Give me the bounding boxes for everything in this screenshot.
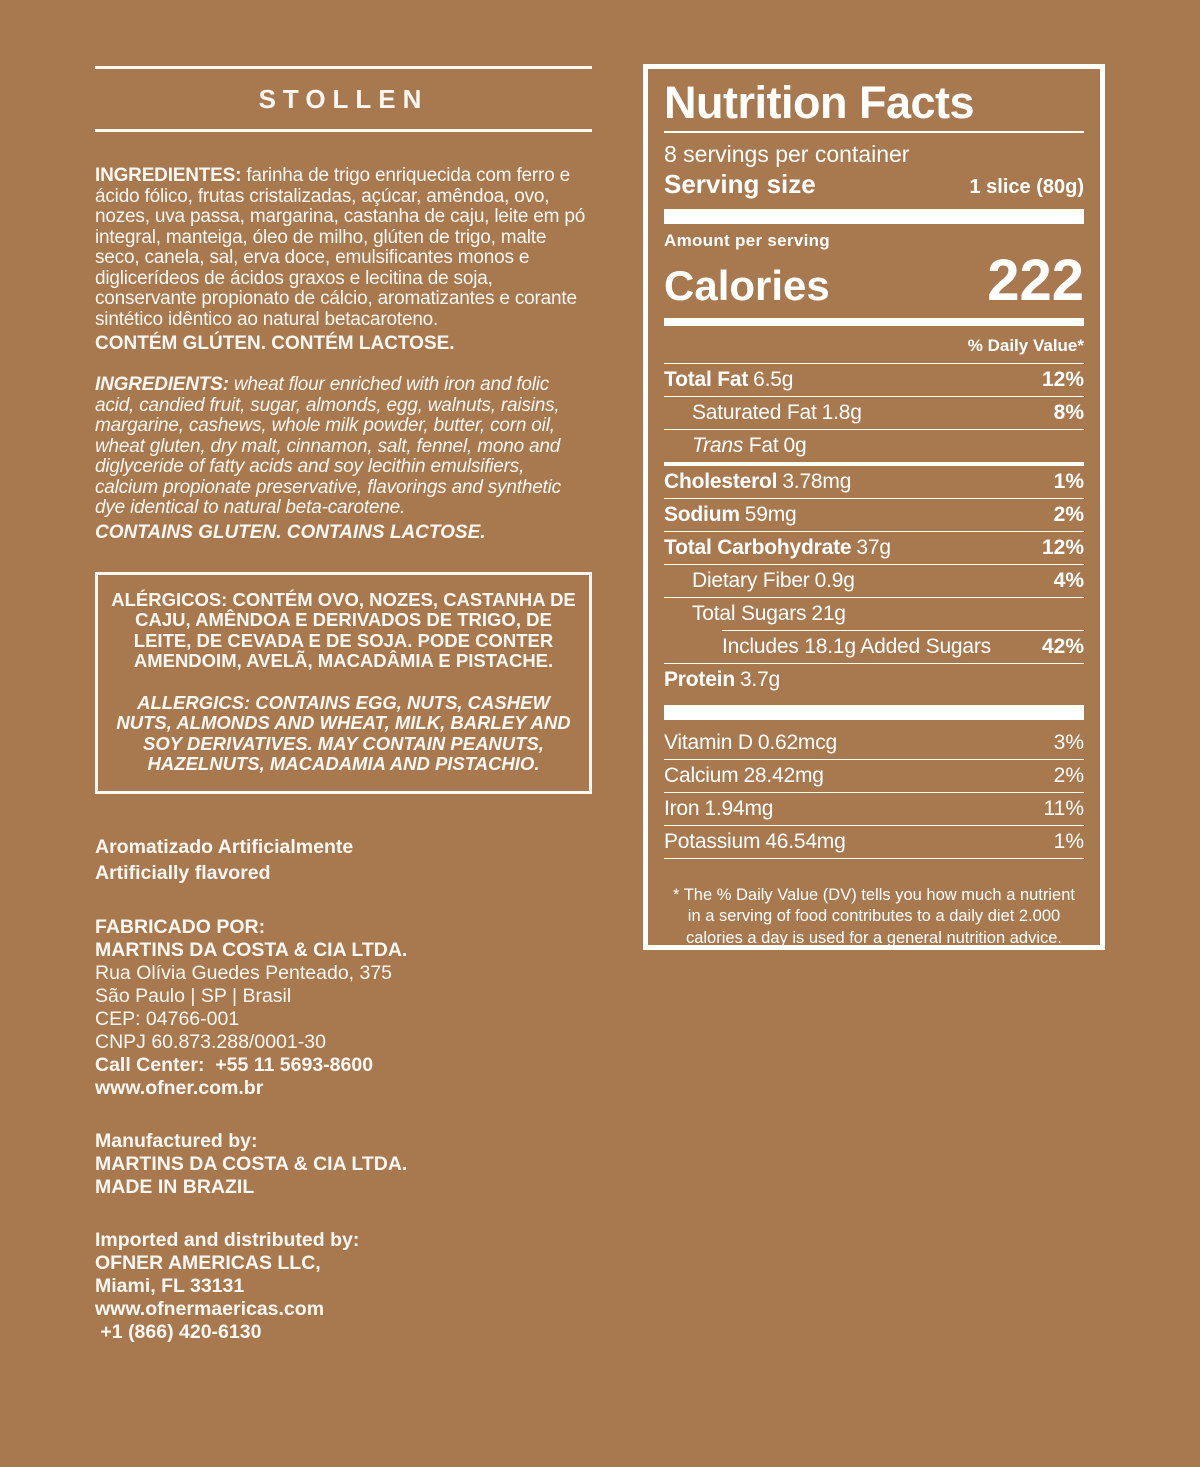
product-title-block [95, 66, 592, 132]
nutrient-amount: 6.5g [753, 367, 794, 391]
ingredients-pt-body: farinha de trigo enriquecida com ferro e ácido fólico, frutas cristalizadas, açúcar, amêndoa, ovo, nozes, uva passa, margarina, castanha de caju, leite em pó integral, manteiga, óleo de milho, glúten de trigo, malte seco, canela, sal, erva doce, emulsificantes monos e diglicerídeos de ácidos graxos e lecitina de soja, conservante propionato de cálcio, aromatizantes e corante sintético idêntico ao natural betacaroteno. [95, 165, 586, 330]
thick-divider-bar [664, 705, 1084, 720]
nutrient-row-total-sugars [664, 597, 1084, 630]
serving-size-label: Serving size [664, 168, 816, 199]
importer-website: www.ofnermaericas.com [95, 1297, 325, 1320]
nutrient-name: Fat [748, 433, 779, 457]
importer-company: OFNER AMERICAS LLC, [95, 1251, 321, 1274]
nutrient-row-total-carbohydrate [664, 531, 1084, 564]
nutrient-row-added-sugars [722, 630, 1084, 663]
ingredients-pt [95, 166, 592, 330]
allergen-statement-en: ALLERGICS: CONTAINS EGG, NUTS, CASHEW NUTS, ALMONDS AND WHEAT, MILK, BARLEY AND SOY DERIVATIVES. MAY CONTAIN PEANUTS, HAZELNUTS, MACADAMIA AND PISTACHIO. [116, 691, 571, 774]
nutrient-amount: 3.78mg [782, 469, 852, 493]
nutrient-name: Sodium [664, 502, 740, 526]
manufacturer-cep: CEP: 04766-001 [95, 1007, 240, 1030]
daily-value-footnote: * The % Daily Value (DV) tells you how much a nutrient in a serving of food contributes to a daily diet 2.000 calories a day is used for a general nutrition advice. [673, 885, 1075, 947]
nutrient-row-sodium [664, 498, 1084, 531]
nutrient-dv: 3% [1053, 730, 1084, 754]
manufacturer-pt-company: MARTINS DA COSTA & CIA LTDA. [95, 938, 408, 961]
nutrient-dv: 4% [1053, 568, 1084, 592]
nutrient-amount: 21g [811, 601, 846, 625]
manufacturer-address1: Rua Olívia Guedes Penteado, 375 [95, 961, 393, 984]
nutrient-dv: 12% [1041, 367, 1084, 391]
nutrient-row-total-fat [664, 364, 1084, 396]
daily-value-header: % Daily Value* [664, 332, 1084, 364]
importer-heading: Imported and distributed by: [95, 1228, 360, 1251]
website-br: www.ofner.com.br [95, 1076, 264, 1099]
nutrient-name: Saturated Fat [692, 400, 817, 424]
servings-per-container: 8 servings per container [664, 140, 910, 167]
calories-label: Calories [664, 261, 830, 309]
nutrient-name-italic: Trans [692, 433, 744, 457]
contains-pt: CONTÉM GLÚTEN. CONTÉM LACTOSE. [95, 333, 455, 354]
nutrient-amount: 0.9g [814, 568, 855, 592]
nutrient-dv: 12% [1041, 535, 1084, 559]
nutrient-name: Cholesterol [664, 469, 778, 493]
nutrient-row-cholesterol [664, 462, 1084, 498]
nutrition-facts-title: Nutrition Facts [664, 77, 975, 128]
nutrient-amount: 46.54mg [765, 829, 846, 853]
nutrient-dv: 8% [1053, 400, 1084, 424]
nutrient-name: Potassium [664, 829, 761, 853]
micro-row-potassium [664, 825, 1084, 859]
flavored-pt: Aromatizado Artificialmente [95, 835, 354, 858]
title-divider [664, 131, 1084, 133]
nutrient-name: Vitamin D [664, 730, 753, 754]
thick-divider-bar [664, 209, 1084, 224]
contains-en: CONTAINS GLUTEN. CONTAINS LACTOSE. [95, 521, 486, 543]
nutrient-amount: 1.94mg [704, 796, 774, 820]
nutrient-name: Protein [664, 667, 735, 691]
serving-size-value: 1 slice (80g) [969, 175, 1084, 198]
micro-row-vitamin-d [664, 727, 1084, 759]
nutrient-row-dietary-fiber [664, 564, 1084, 597]
nutrient-dv: 1% [1053, 829, 1084, 853]
nutrient-dv: 1% [1053, 469, 1084, 493]
flavored-en: Artificially flavored [95, 861, 271, 884]
nutrient-amount: 59mg [744, 502, 797, 526]
nutrient-dv: 2% [1053, 763, 1084, 787]
call-center: Call Center: +55 11 5693-8600 [95, 1053, 374, 1076]
nutrition-facts-panel [643, 64, 1105, 950]
nutrient-amount: 0.62mcg [757, 730, 838, 754]
flavored-statement [95, 834, 592, 886]
importer-city: Miami, FL 33131 [95, 1274, 245, 1297]
ingredients-pt-lead: INGREDIENTES: [95, 165, 242, 186]
nutrient-name: Total Sugars [692, 601, 807, 625]
allergen-statement-pt: ALÉRGICOS: CONTÉM OVO, NOZES, CASTANHA DE CAJU, AMÊNDOA E DERIVADOS DE TRIGO, DE LEITE, DE CEVADA E DE SOJA. PODE CONTER AMENDOIM, AVELÃ, MACADÂMIA E PISTACHE. [111, 588, 576, 671]
manufacturer-pt-block [95, 916, 592, 1100]
manufacturer-address2: São Paulo | SP | Brasil [95, 984, 292, 1007]
nutrient-name: Includes 18.1g Added Sugars [722, 634, 991, 658]
nutrient-row-protein [664, 663, 1084, 696]
manufacturer-en-company: MARTINS DA COSTA & CIA LTDA. [95, 1152, 408, 1175]
importer-block [95, 1229, 592, 1344]
ingredients-en [95, 375, 592, 519]
calories-row [664, 247, 1084, 313]
product-title: STOLLEN [258, 84, 429, 114]
manufacturer-en-block [95, 1130, 592, 1199]
made-in: MADE IN BRAZIL [95, 1175, 255, 1198]
nutrient-dv: 11% [1043, 796, 1084, 820]
nutrient-dv: 2% [1053, 502, 1084, 526]
calories-value: 222 [987, 247, 1084, 313]
ingredients-en-lead: INGREDIENTS: [95, 374, 229, 395]
nutrient-amount: 3.7g [739, 667, 781, 691]
importer-phone: +1 (866) 420-6130 [95, 1320, 262, 1343]
nutrient-row-saturated-fat [664, 396, 1084, 429]
serving-size-row [664, 169, 1084, 200]
micro-row-iron [664, 792, 1084, 825]
allergen-box [95, 572, 592, 794]
nutrient-dv: 42% [1041, 634, 1084, 658]
nutrient-amount: 28.42mg [743, 763, 824, 787]
nutrient-name: Total Carbohydrate [664, 535, 852, 559]
nutrient-amount: 0g [783, 433, 807, 457]
manufacturer-cnpj: CNPJ 60.873.288/0001-30 [95, 1030, 326, 1053]
left-column [95, 66, 592, 1344]
nutrient-name: Total Fat [664, 367, 749, 391]
nutrient-name: Dietary Fiber [692, 568, 810, 592]
thin-divider-bar [664, 318, 1084, 326]
nutrient-name: Calcium [664, 763, 739, 787]
micro-row-calcium [664, 759, 1084, 792]
nutrient-row-trans-fat [664, 429, 1084, 462]
amount-per-serving-label: Amount per serving [664, 230, 830, 250]
manufacturer-pt-heading: FABRICADO POR: [95, 915, 266, 938]
ingredients-en-body: wheat flour enriched with iron and folic acid, candied fruit, sugar, almonds, egg, walnuts, raisins, margarine, cashews, whole milk powder, butter, corn oil, wheat gluten, dry malt, cinnamon, salt, fennel, mono and diglyceride of fatty acids and soy lecithin emulsifiers, calcium propionate preservative, flavorings and synthetic dye identical to natural beta-carotene. [95, 374, 561, 518]
nutrient-amount: 1.8g [821, 400, 862, 424]
nutrient-name: Iron [664, 796, 700, 820]
nutrient-amount: 37g [856, 535, 891, 559]
manufacturer-en-heading: Manufactured by: [95, 1129, 258, 1152]
